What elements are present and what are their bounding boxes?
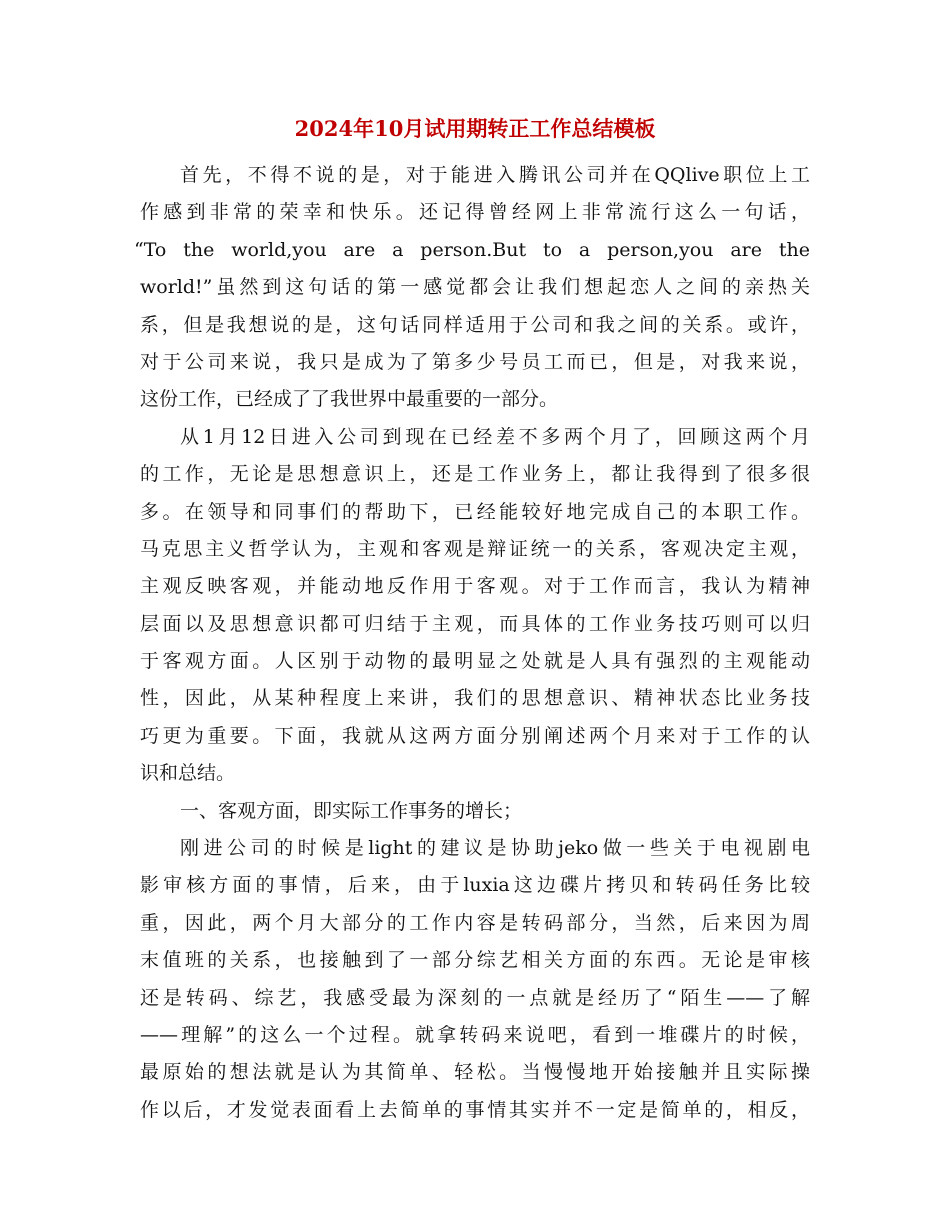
text-line: 作感到非常的荣幸和快乐。还记得曾经网上非常流行这么一句话， [140, 201, 810, 224]
section-heading [140, 793, 810, 830]
text-line: world!”虽然到这句话的第一感觉都会让我们想起恋人之间的亲热关 [140, 276, 810, 299]
text-line: 层面以及思想意识都可归结于主观，而具体的工作业务技巧则可以归 [140, 612, 810, 635]
text-line: 识和总结。 [140, 762, 236, 785]
text-line: 还是转码、综艺，我感受最为深刻的一点就是经历了“陌生——了解 [140, 986, 810, 1009]
text-line: 末值班的关系，也接触到了一部分综艺相关方面的东西。无论是审核 [140, 949, 810, 972]
section-heading-text: 一、客观方面，即实际工作事务的增长； [180, 799, 523, 822]
text-line: 马克思主义哲学认为，主观和客观是辩证统一的关系，客观决定主观， [140, 537, 810, 560]
paragraph-1 [134, 157, 810, 419]
text-line: 多。在领导和同事们的帮助下，已经能较好地完成自己的本职工作。 [140, 500, 810, 523]
text-line: “To the world,you are a person.But to a person,you are the [134, 238, 810, 261]
text-line: 刚进公司的时候是light的建议是协助jeko做一些关于电视剧电 [180, 837, 810, 860]
text-line: 系，但是我想说的是，这句话同样适用于公司和我之间的关系。或许， [140, 313, 810, 336]
text-line: 影审核方面的事情，后来，由于luxia这边碟片拷贝和转码任务比较 [140, 874, 810, 897]
text-line: 主观反映客观，并能动地反作用于客观。对于工作而言，我认为精神 [140, 575, 810, 598]
document-title: 2024年10月试用期转正工作总结模板 [294, 116, 656, 141]
text-line: 对于公司来说，我只是成为了第多少号员工而已，但是，对我来说， [140, 350, 810, 373]
text-line: 最原始的想法就是认为其简单、轻松。当慢慢地开始接触并且实际操 [140, 1061, 810, 1084]
text-line: 的工作，无论是思想意识上，还是工作业务上，都让我得到了很多很 [140, 463, 810, 486]
text-line: 作以后，才发觉表面看上去简单的事情其实并不一定是简单的，相反， [140, 1098, 810, 1121]
text-line: 这份工作，已经成了了我世界中最重要的一部分。 [140, 388, 559, 411]
text-line: 首先，不得不说的是，对于能进入腾讯公司并在QQlive职位上工 [180, 164, 810, 186]
text-line: 性，因此，从某种程度上来讲，我们的思想意识、精神状态比业务技 [140, 687, 810, 710]
text-line: 从1月12日进入公司到现在已经差不多两个月了，回顾这两个月 [180, 425, 810, 448]
document-body [134, 157, 810, 1129]
text-line: ——理解”的这么一个过程。就拿转码来说吧，看到一堆碟片的时候， [140, 1023, 810, 1046]
paragraph-3 [140, 830, 810, 1129]
text-line: 巧更为重要。下面，我就从这两方面分别阐述两个月来对于工作的认 [140, 724, 810, 747]
text-line: 重，因此，两个月大部分的工作内容是转码部分，当然，后来因为周 [140, 911, 810, 934]
paragraph-2 [140, 419, 810, 793]
text-line: 于客观方面。人区别于动物的最明显之处就是人具有强烈的主观能动 [140, 650, 810, 673]
